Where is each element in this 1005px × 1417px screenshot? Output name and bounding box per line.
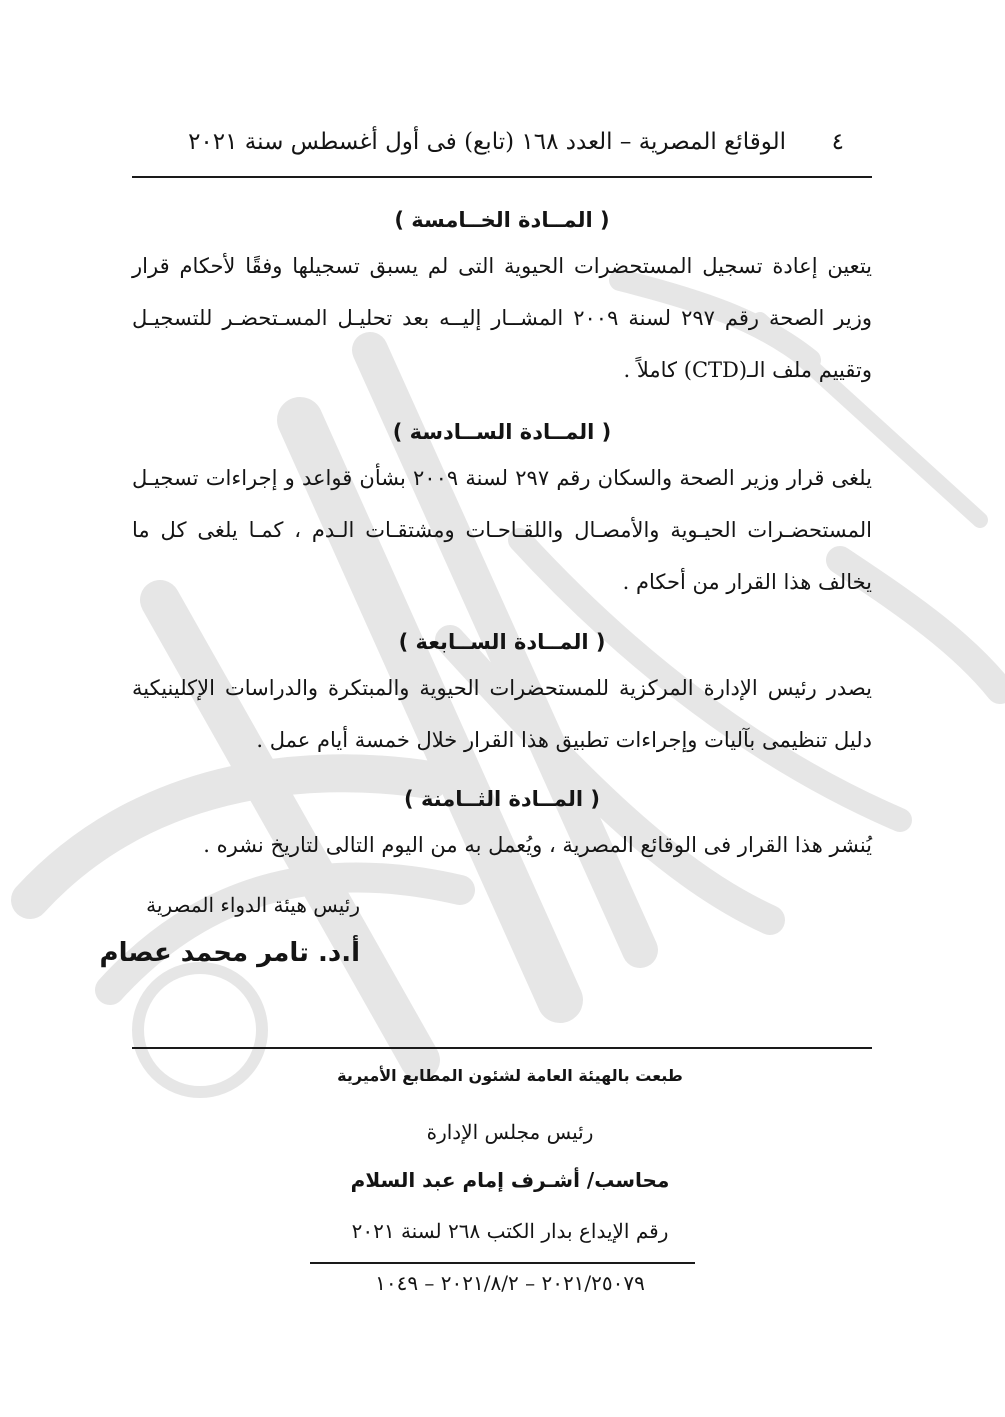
page-number: ٤ — [831, 129, 844, 155]
article-8 — [132, 787, 872, 871]
article-7 — [132, 630, 872, 766]
board-chair-title: رئيس مجلس الإدارة — [426, 1120, 594, 1144]
article-7-text: يصدر رئيس الإدارة المركزية للمستحضرات الحيوية والمبتكرة والدراسات الإكلينيكية دليل تنظيمى بآليات وإجراءات تطبيق هذا القرار خلال خمسة أيام عمل . — [132, 676, 872, 752]
article-5 — [132, 208, 872, 396]
printer-name: طبعت بالهيئة العامة لشئون المطابع الأميرية — [337, 1066, 683, 1085]
footer-divider — [132, 1047, 872, 1049]
article-8-title: ( المــادة الثــامنة ) — [404, 787, 600, 811]
legal-deposit-number: رقم الإيداع بدار الكتب ٢٦٨ لسنة ٢٠٢١ — [351, 1219, 669, 1243]
board-chair-name: محاسب/ أشـرف إمام عبد السلام — [350, 1168, 670, 1192]
article-5-title: ( المــادة الخــامسة ) — [394, 208, 610, 232]
article-5-text: يتعين إعادة تسجيل المستحضرات الحيوية التى لم يسبق تسجيلها وفقًا لأحكام قرار وزير الصحة رقم ٢٩٧ لسنة ٢٠٠٩ المشــار إليــه بعد تحليـل المسـتحضـر للتسجيـل وتقييم ملف الـ(CTD) كاملاً . — [132, 254, 872, 382]
publication-codes: ٢٠٢١/٢٥٠٧٩ – ٢٠٢١/٨/٢ – ١٠٤٩ — [375, 1271, 645, 1295]
page-header — [132, 124, 844, 160]
imprint-divider — [310, 1262, 695, 1264]
article-6 — [132, 420, 872, 608]
article-7-title: ( المــادة الســابعة ) — [398, 630, 606, 654]
signatory-role: رئيس هيئة الدواء المصرية — [146, 893, 360, 917]
article-6-title: ( المــادة الســادسة ) — [392, 420, 612, 444]
gazette-header-title: الوقائع المصرية – العدد ١٦٨ (تابع) فى أول أغسطس سنة ٢٠٢١ — [188, 129, 786, 155]
signatory-name: أ.د. تامر محمد عصام — [99, 938, 360, 968]
header-divider — [132, 176, 872, 178]
article-8-text: يُنشر هذا القرار فى الوقائع المصرية ، ويُعمل به من اليوم التالى لتاريخ نشره . — [203, 833, 872, 857]
article-6-text: يلغى قرار وزير الصحة والسكان رقم ٢٩٧ لسنة ٢٠٠٩ بشأن قواعد و إجراءات تسجيـل المستحضـرات الحيـوية والأمصـال واللقـاحـات ومشتقـات الـدم ، كمـا يلغى كل ما يخالف هذا القرار من أحكام . — [132, 466, 872, 594]
